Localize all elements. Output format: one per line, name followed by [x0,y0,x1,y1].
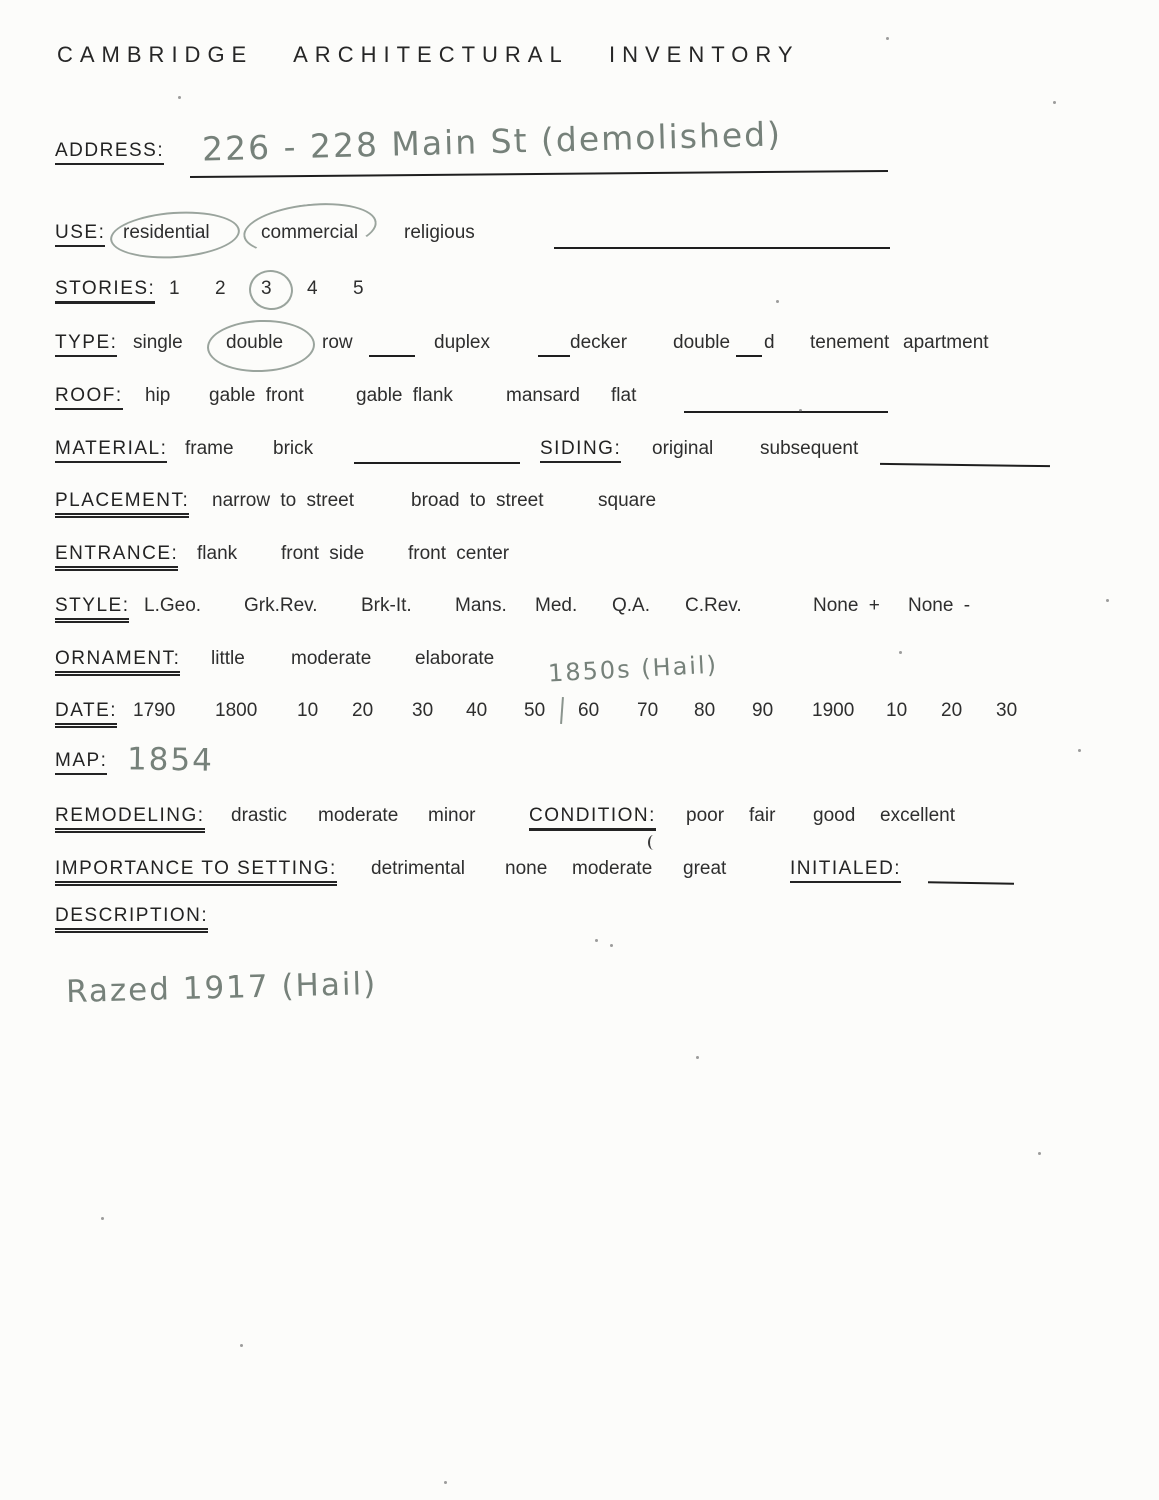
page-title: CAMBRIDGE ARCHITECTURAL INVENTORY [57,42,800,67]
address-handwritten-value: 226 - 228 Main St (demolished) [201,114,783,169]
style-option-qa: Q.A. [612,595,651,616]
field-stories [0,278,1159,310]
address-label: ADDRESS: [55,140,164,165]
importance-option-detrimental: detrimental [371,858,465,879]
field-entrance [0,543,1159,575]
material-blank-line [354,462,520,464]
field-importance-initialed [0,858,1159,890]
date-option-10b: 10 [886,700,908,721]
date-option-10a: 10 [297,700,319,721]
condition-option-fair: fair [749,805,776,826]
date-option-90: 90 [752,700,774,721]
roof-option-mansard: mansard [506,385,580,406]
roof-blank-line [684,411,888,413]
roof-option-flat: flat [611,385,637,406]
date-option-50: 50 [524,700,546,721]
scan-speck [444,1481,447,1484]
date-option-1900: 1900 [812,700,855,721]
roof-option-hip: hip [145,385,171,406]
style-option-lgeo: L.Geo. [144,595,202,616]
map-handwritten-value: 1854 [126,741,215,779]
stories-option-5: 5 [353,278,364,299]
remodeling-option-minor: minor [428,805,476,826]
field-type [0,332,1159,364]
remodeling-option-moderate: moderate [318,805,399,826]
siding-blank-line [880,463,1050,467]
importance-option-great: great [683,858,727,879]
date-option-1790: 1790 [133,700,176,721]
use-option-residential: residential [123,222,210,243]
type-double-d-blank [736,355,762,357]
importance-option-none: none [505,858,548,879]
field-description [0,905,1159,937]
type-option-duplex: duplex [434,332,490,353]
date-option-30a: 30 [412,700,434,721]
ornament-option-elaborate: elaborate [415,648,495,669]
initialed-blank-line [928,881,1014,885]
scan-speck [1106,599,1109,602]
remodeling-label: REMODELING: [55,805,205,833]
stories-option-4: 4 [307,278,318,299]
scan-speck [1053,101,1056,104]
stories-label: STORIES: [55,278,155,304]
date-option-1800: 1800 [215,700,258,721]
stories-option-3: 3 [261,278,272,299]
style-option-mans: Mans. [455,595,507,616]
material-option-brick: brick [273,438,314,459]
style-option-crev: C.Rev. [685,595,742,616]
date-option-20a: 20 [352,700,374,721]
placement-label: PLACEMENT: [55,490,189,518]
field-date [0,700,1159,732]
roof-option-gable-front: gable front [209,385,304,406]
field-style [0,595,1159,627]
field-roof [0,385,1159,417]
date-option-40: 40 [466,700,488,721]
entrance-option-front-side: front side [281,543,365,564]
style-label: STYLE: [55,595,129,623]
scan-speck [595,939,598,942]
condition-option-excellent: excellent [880,805,955,826]
entrance-label: ENTRANCE: [55,543,178,571]
type-option-single: single [133,332,183,353]
siding-option-subsequent: subsequent [760,438,859,459]
type-option-tenement: tenement [810,332,890,353]
scan-speck [101,1217,104,1220]
type-option-double-d-word: double [673,332,731,353]
style-option-grkrev: Grk.Rev. [244,595,318,616]
date-label: DATE: [55,700,117,728]
stories-option-1: 1 [169,278,180,299]
address-blank-line [190,170,888,178]
style-option-brkit: Brk-It. [361,595,412,616]
field-placement [0,490,1159,522]
stray-paren-mark [648,835,659,850]
type-option-apartment: apartment [903,332,989,353]
condition-option-good: good [813,805,856,826]
scan-speck [886,37,889,40]
scan-speck [899,651,902,654]
placement-option-broad: broad to street [411,490,544,511]
description-label: DESCRIPTION: [55,905,208,933]
type-row-blank [369,355,415,357]
description-handwritten-note: Razed 1917 (Hail) [65,965,378,1011]
map-label: MAP: [55,750,107,775]
condition-label: CONDITION: [529,805,656,831]
scan-speck [696,1056,699,1059]
type-decker-blank [538,355,570,357]
use-option-commercial: commercial [261,222,359,243]
field-remodeling-condition [0,805,1159,837]
pencil-tick-date [560,697,564,724]
material-label: MATERIAL: [55,438,167,463]
ornament-option-little: little [211,648,245,669]
date-option-30b: 30 [996,700,1018,721]
initialed-label: INITIALED: [790,858,901,883]
importance-label: IMPORTANCE TO SETTING: [55,858,337,886]
roof-label: ROOF: [55,385,123,410]
scan-speck [610,944,613,947]
type-option-d: d [764,332,775,353]
date-option-60: 60 [578,700,600,721]
siding-option-original: original [652,438,714,459]
roof-option-gable-flank: gable flank [356,385,453,406]
field-material-siding [0,438,1159,470]
entrance-option-front-center: front center [408,543,510,564]
type-option-decker: decker [570,332,628,353]
remodeling-option-drastic: drastic [231,805,287,826]
scan-speck [1038,1152,1041,1155]
type-option-row: row [322,332,353,353]
type-label: TYPE: [55,332,117,357]
scan-speck [1078,749,1081,752]
stories-option-2: 2 [215,278,226,299]
placement-option-square: square [598,490,657,511]
condition-option-poor: poor [686,805,725,826]
date-handwritten-note: 1850s (Hail) [547,650,719,688]
placement-option-narrow: narrow to street [212,490,354,511]
use-label: USE: [55,222,105,247]
date-option-80: 80 [694,700,716,721]
importance-option-moderate: moderate [572,858,653,879]
date-option-70: 70 [637,700,659,721]
scan-speck [178,96,181,99]
use-blank-line [554,247,890,249]
scan-speck [240,1344,243,1347]
use-option-religious: religious [404,222,475,243]
type-option-double: double [226,332,284,353]
style-option-none-minus: None - [908,595,971,616]
date-option-20b: 20 [941,700,963,721]
scan-speck [776,300,779,303]
ornament-option-moderate: moderate [291,648,372,669]
scan-speck [799,409,802,412]
ornament-label: ORNAMENT: [55,648,180,676]
entrance-option-flank: flank [197,543,238,564]
material-option-frame: frame [185,438,234,459]
style-option-med: Med. [535,595,578,616]
field-use [0,222,1159,254]
siding-label: SIDING: [540,438,621,463]
style-option-none-plus: None + [813,595,880,616]
